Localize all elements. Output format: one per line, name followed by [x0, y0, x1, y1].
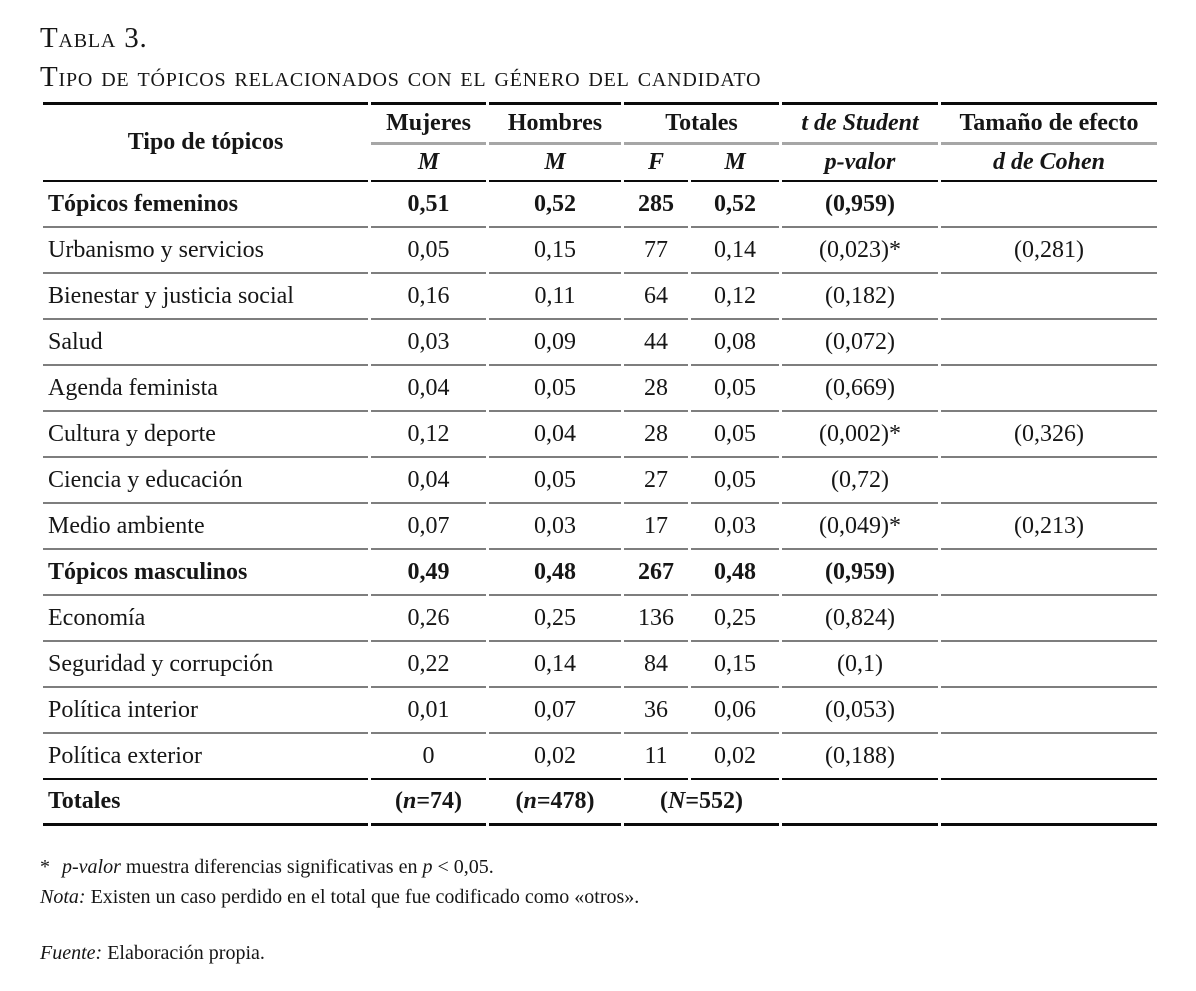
cell-hombres-m: 0,05	[489, 366, 621, 412]
cell-mujeres-m: 0,51	[371, 182, 486, 228]
cell-total-f: 44	[624, 320, 688, 366]
cell-total-m: 0,05	[691, 412, 779, 458]
cell-p-valor: (0,188)	[782, 734, 938, 780]
cell-mujeres-m: 0,16	[371, 274, 486, 320]
section-row	[43, 550, 1157, 596]
table-title: Tabla 3.	[40, 22, 148, 54]
nota-label: Nota:	[40, 886, 86, 908]
cell-total-f: 28	[624, 366, 688, 412]
table-row	[43, 274, 1157, 320]
fuente-text: Elaboración propia.	[102, 942, 265, 964]
totals-row	[43, 780, 1157, 826]
title-block	[40, 24, 1160, 92]
cell-total-f: 285	[624, 182, 688, 228]
cell-d-cohen	[941, 274, 1157, 320]
footnote-significance	[40, 852, 1160, 882]
totals-mujeres	[371, 780, 486, 826]
cell-d-cohen	[941, 366, 1157, 412]
table-row	[43, 458, 1157, 504]
cell-mujeres-m: 0,03	[371, 320, 486, 366]
cell-mujeres-m: 0,07	[371, 504, 486, 550]
cell-p-valor: (0,824)	[782, 596, 938, 642]
cell-hombres-m: 0,04	[489, 412, 621, 458]
table-row	[43, 412, 1157, 458]
cell-topic-label: Ciencia y educación	[43, 458, 368, 504]
cell-total-f: 36	[624, 688, 688, 734]
cell-topic-label: Economía	[43, 596, 368, 642]
totals-hombres-post: =478)	[536, 788, 595, 814]
footnote-p-valor: p-valor	[62, 856, 121, 878]
cell-d-cohen: (0,213)	[941, 504, 1157, 550]
cell-p-valor: (0,049)*	[782, 504, 938, 550]
cell-p-valor: (0,023)*	[782, 228, 938, 274]
cell-d-cohen: (0,326)	[941, 412, 1157, 458]
cell-mujeres-m: 0,26	[371, 596, 486, 642]
cell-topic-label: Bienestar y justicia social	[43, 274, 368, 320]
cell-p-valor: (0,959)	[782, 182, 938, 228]
cell-mujeres-m: 0,04	[371, 366, 486, 412]
cell-total-f: 11	[624, 734, 688, 780]
table-row	[43, 596, 1157, 642]
header-tipo-de-topicos: Tipo de tópicos	[43, 102, 368, 182]
fuente-label: Fuente:	[40, 942, 103, 964]
cell-total-f: 84	[624, 642, 688, 688]
cell-total-f: 267	[624, 550, 688, 596]
cell-total-m: 0,08	[691, 320, 779, 366]
cell-hombres-m: 0,02	[489, 734, 621, 780]
section-row	[43, 182, 1157, 228]
cell-mujeres-m: 0,22	[371, 642, 486, 688]
cell-mujeres-m: 0,49	[371, 550, 486, 596]
totals-d-cohen-empty	[941, 780, 1157, 826]
cell-hombres-m: 0,25	[489, 596, 621, 642]
footnote-p: p	[422, 856, 433, 878]
totals-n-total-var: N	[667, 788, 686, 814]
cell-topic-label: Seguridad y corrupción	[43, 642, 368, 688]
table-row	[43, 642, 1157, 688]
cell-p-valor: (0,182)	[782, 274, 938, 320]
cell-total-m: 0,12	[691, 274, 779, 320]
cell-p-valor: (0,053)	[782, 688, 938, 734]
cell-total-m: 0,06	[691, 688, 779, 734]
cell-d-cohen	[941, 734, 1157, 780]
totals-mujeres-pre: (	[394, 788, 403, 814]
cell-mujeres-m: 0	[371, 734, 486, 780]
cell-d-cohen	[941, 182, 1157, 228]
totals-hombres-pre: (	[515, 788, 524, 814]
subheader-p-valor: p-valor	[782, 145, 938, 182]
cell-d-cohen	[941, 642, 1157, 688]
table-footer	[43, 780, 1157, 826]
cell-topic-label: Medio ambiente	[43, 504, 368, 550]
cell-topic-label: Cultura y deporte	[43, 412, 368, 458]
cell-total-f: 77	[624, 228, 688, 274]
cell-topic-label: Tópicos masculinos	[43, 550, 368, 596]
cell-total-f: 17	[624, 504, 688, 550]
cell-total-f: 27	[624, 458, 688, 504]
cell-hombres-m: 0,11	[489, 274, 621, 320]
footnote-sig-text2: < 0,05.	[432, 856, 494, 878]
table-row	[43, 688, 1157, 734]
cell-mujeres-m: 0,01	[371, 688, 486, 734]
cell-total-f: 136	[624, 596, 688, 642]
cell-mujeres-m: 0,04	[371, 458, 486, 504]
subheader-mujeres-m: M	[371, 145, 486, 182]
cell-p-valor: (0,002)*	[782, 412, 938, 458]
cell-hombres-m: 0,03	[489, 504, 621, 550]
cell-hombres-m: 0,48	[489, 550, 621, 596]
cell-d-cohen	[941, 688, 1157, 734]
cell-total-m: 0,02	[691, 734, 779, 780]
footnote-nota	[40, 882, 1160, 912]
cell-topic-label: Política interior	[43, 688, 368, 734]
totals-label: Totales	[43, 780, 368, 826]
header-tamano-de-efecto: Tamaño de efecto	[941, 102, 1157, 145]
cell-topic-label: Agenda feminista	[43, 366, 368, 412]
cell-topic-label: Política exterior	[43, 734, 368, 780]
cell-total-m: 0,05	[691, 458, 779, 504]
cell-d-cohen	[941, 320, 1157, 366]
cell-p-valor: (0,669)	[782, 366, 938, 412]
cell-mujeres-m: 0,05	[371, 228, 486, 274]
asterisk-marker: *	[40, 856, 50, 878]
cell-hombres-m: 0,07	[489, 688, 621, 734]
cell-p-valor: (0,959)	[782, 550, 938, 596]
cell-hombres-m: 0,15	[489, 228, 621, 274]
totals-hombres	[489, 780, 621, 826]
header-t-de-student: t de Student	[782, 102, 938, 145]
cell-p-valor: (0,72)	[782, 458, 938, 504]
table-body	[43, 182, 1157, 780]
cell-topic-label: Tópicos femeninos	[43, 182, 368, 228]
subheader-hombres-m: M	[489, 145, 621, 182]
cell-d-cohen	[941, 596, 1157, 642]
cell-total-m: 0,52	[691, 182, 779, 228]
subheader-totales-f: F	[624, 145, 688, 182]
cell-total-m: 0,48	[691, 550, 779, 596]
totals-mujeres-var: n	[402, 788, 417, 814]
nota-text: Existen un caso perdido en el total que fue codificado como «otros».	[85, 886, 640, 908]
table-row	[43, 734, 1157, 780]
footnote-sig-text: muestra diferencias significativas en	[120, 856, 423, 878]
totals-n-total	[624, 780, 779, 826]
cell-total-m: 0,03	[691, 504, 779, 550]
table-subtitle: Tipo de tópicos relacionados con el género del candidato	[40, 61, 762, 93]
cell-total-m: 0,25	[691, 596, 779, 642]
cell-total-m: 0,14	[691, 228, 779, 274]
header-totales: Totales	[624, 102, 779, 145]
cell-p-valor: (0,1)	[782, 642, 938, 688]
cell-topic-label: Salud	[43, 320, 368, 366]
cell-hombres-m: 0,09	[489, 320, 621, 366]
header-mujeres: Mujeres	[371, 102, 486, 145]
totals-n-total-post: =552)	[685, 788, 743, 814]
cell-total-f: 64	[624, 274, 688, 320]
cell-d-cohen	[941, 550, 1157, 596]
cell-total-m: 0,05	[691, 366, 779, 412]
subheader-d-de-cohen: d de Cohen	[941, 145, 1157, 182]
totals-p-valor-empty	[782, 780, 938, 826]
table-header	[43, 102, 1157, 182]
footnote-fuente	[40, 938, 1160, 968]
cell-hombres-m: 0,14	[489, 642, 621, 688]
table-row	[43, 366, 1157, 412]
totals-n-total-pre: (	[659, 788, 668, 814]
totals-hombres-var: n	[523, 788, 537, 814]
cell-d-cohen	[941, 458, 1157, 504]
totals-mujeres-post: =74)	[416, 788, 463, 814]
cell-mujeres-m: 0,12	[371, 412, 486, 458]
cell-hombres-m: 0,52	[489, 182, 621, 228]
cell-hombres-m: 0,05	[489, 458, 621, 504]
header-group-row	[43, 102, 1157, 145]
table-row	[43, 504, 1157, 550]
table-row	[43, 228, 1157, 274]
topics-table	[40, 102, 1160, 826]
cell-topic-label: Urbanismo y servicios	[43, 228, 368, 274]
cell-total-f: 28	[624, 412, 688, 458]
header-hombres: Hombres	[489, 102, 621, 145]
subheader-totales-m: M	[691, 145, 779, 182]
table-row	[43, 320, 1157, 366]
cell-total-m: 0,15	[691, 642, 779, 688]
footnotes	[40, 852, 1160, 968]
cell-p-valor: (0,072)	[782, 320, 938, 366]
cell-d-cohen: (0,281)	[941, 228, 1157, 274]
